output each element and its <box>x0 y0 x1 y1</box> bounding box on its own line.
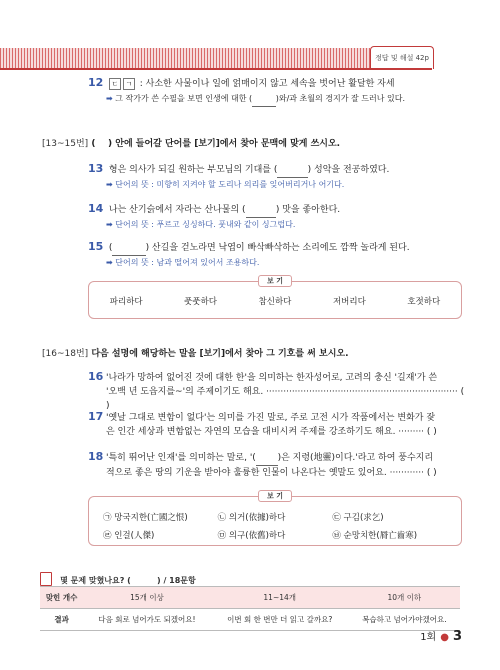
fill-blank[interactable] <box>277 163 307 178</box>
question-13 <box>88 162 488 178</box>
table-header: 15개 이상 <box>83 587 211 609</box>
check-title: 몇 문제 맞혔나요? ( <box>60 576 131 585</box>
question-16 <box>88 370 468 413</box>
fill-blank[interactable] <box>256 451 278 466</box>
question-number: 13 <box>88 162 104 175</box>
answer-paren[interactable]: ( ) <box>426 468 437 478</box>
word-bank-item: 저버리다 <box>332 297 366 307</box>
table-cell: 다음 회로 넘어가도 되겠어요! <box>83 609 211 631</box>
word-bank-item: 파리하다 <box>109 297 143 307</box>
section-instruction: 다음 설명에 해당하는 말을 [보기]에서 찾아 그 기호를 써 보시오. <box>91 349 349 359</box>
fill-blank[interactable] <box>252 92 276 107</box>
footer-label: 1회 <box>420 632 437 643</box>
score-check <box>40 568 460 588</box>
word-bank-item: 풋풋하다 <box>184 297 218 307</box>
paren-close: ) <box>107 139 113 149</box>
section-instruction: 안에 들어갈 단어를 [보기]에서 찾아 문맥에 맞게 쓰시오. <box>115 139 341 149</box>
question-15 <box>88 240 488 256</box>
arrow-icon: ➡ <box>106 94 113 103</box>
section-range: [13~15번] <box>42 139 89 149</box>
question-line: '옛날 그대로 변함이 없다'는 의미를 가진 말로, 주로 고전 시가 작품에서는 변화가 잦 <box>106 413 436 423</box>
question-text-post: ) 맛을 좋아한다. <box>275 205 341 215</box>
score-table <box>40 586 460 631</box>
choice-item: ㉤ 의구(依舊)하다 <box>217 531 286 541</box>
check-title-post: ) / 18문항 <box>157 576 196 585</box>
question-13-hint <box>106 178 344 192</box>
question-text-pre: ( <box>108 243 113 253</box>
arrow-icon: ➡ <box>106 220 113 229</box>
table-header: 맞힌 개수 <box>40 587 83 609</box>
question-text-pre: 나는 산기슭에서 자라는 산나물의 ( <box>108 205 246 215</box>
question-number: 16 <box>88 370 104 383</box>
dot-icon: ● <box>440 632 449 643</box>
question-text-pre: 형은 의사가 되길 원하는 부모님의 기대를 ( <box>108 165 278 175</box>
question-14 <box>88 202 488 218</box>
section-range: [16~18번] <box>42 349 89 359</box>
question-18 <box>88 450 468 480</box>
hint-text: 단어의 뜻 : 푸르고 싱싱하다. 풋내와 같이 싱그럽다. <box>115 220 296 229</box>
question-17 <box>88 410 468 439</box>
page-footer <box>420 628 462 644</box>
section-16-18-header <box>42 346 349 359</box>
question-line: 적으로 좋은 땅의 기운을 받아야 훌륭한 인물이 나온다는 옛말도 있어요. ············ <box>106 468 424 478</box>
word-bank-box <box>88 277 462 319</box>
score-table-header-row <box>40 587 460 609</box>
question-line: '오백 년 도읍지를~'의 주제이기도 해요. ··································································· <box>106 387 458 397</box>
question-number: 17 <box>88 410 104 423</box>
question-line: 은 인간 세상과 변함없는 자연의 모습을 대비시켜 주제를 강조하기도 해요. ········· <box>106 427 425 437</box>
score-blank[interactable] <box>131 568 157 588</box>
table-cell: 결과 <box>40 609 83 631</box>
page-number: 3 <box>452 629 462 644</box>
section-13-15-header <box>42 136 340 149</box>
table-cell: 이번 회 한 번만 더 읽고 갈까요? <box>211 609 349 631</box>
question-15-hint <box>106 256 259 270</box>
definition-text: : 사소한 사물이나 일에 얽매이지 않고 세속을 벗어난 활달한 자세 <box>139 79 395 89</box>
choice-item: ㉥ 순망치한(脣亡齒寒) <box>332 531 418 541</box>
answer-paren[interactable]: ( ) <box>426 427 437 437</box>
word-bank-title: 보 기 <box>258 275 292 287</box>
question-text-post: ) 산길을 걷노라면 낙엽이 빠삭빠삭하는 소리에도 깜짝 놀라게 된다. <box>145 243 410 253</box>
question-text-post: ) 성악을 전공하였다. <box>307 165 390 175</box>
arrow-icon: ➡ <box>106 258 113 267</box>
note-text-post: )와/과 초월의 경지가 잘 드러나 있다. <box>275 94 405 103</box>
table-cell: 복습하고 넘어가야겠어요. <box>349 609 460 631</box>
question-14-hint <box>106 218 295 232</box>
choice-item: ㉢ 구김(求乞) <box>332 513 384 523</box>
clipboard-icon <box>40 572 52 586</box>
question-line: )은 지령(地靈)이다.'라고 하여 풍수지리 <box>277 453 434 463</box>
question-number: 14 <box>88 202 104 215</box>
answer-paren[interactable]: ( ) <box>106 387 465 411</box>
hint-text: 단어의 뜻 : 남과 떨어져 있어서 조용하다. <box>115 258 260 267</box>
word-bank-item: 호젓하다 <box>407 297 441 307</box>
question-12 <box>88 76 488 91</box>
answer-box: ㄱ <box>123 78 135 90</box>
fill-blank[interactable] <box>246 203 276 218</box>
fill-blank[interactable] <box>112 241 145 256</box>
answer-reference-tab: 정답 및 해설 42p <box>370 46 434 69</box>
paren-open: ( <box>91 139 96 149</box>
hint-text: 단어의 뜻 : 미향히 지켜야 할 도리나 의리를 잊어버리거나 어기다. <box>115 180 345 189</box>
choice-item: ㉠ 망국지한(亡國之恨) <box>103 513 188 523</box>
question-number: 15 <box>88 240 104 253</box>
question-line: '나라가 망하여 없어진 것에 대한 한'을 의미하는 한자성어로, 고려의 충신 '길재'가 쓴 <box>106 373 438 383</box>
note-text-pre: 그 작가가 쓴 수필을 보면 인생에 대한 ( <box>115 94 253 103</box>
choice-item: ㉡ 의거(依據)하다 <box>217 513 286 523</box>
table-header: 10개 이하 <box>349 587 460 609</box>
arrow-icon: ➡ <box>106 180 113 189</box>
choices-box <box>88 492 462 546</box>
answer-box: ㄷ <box>109 78 121 90</box>
table-header: 11~14개 <box>211 587 349 609</box>
question-12-note <box>106 92 496 107</box>
choices-title: 보 기 <box>258 490 292 502</box>
question-number: 18 <box>88 450 104 463</box>
question-line: '특히 뛰어난 인재'를 의미하는 말로, '( <box>106 453 256 463</box>
header-stripe <box>0 48 370 68</box>
word-bank-item: 참신하다 <box>258 297 292 307</box>
choice-item: ㉣ 인걸(人傑) <box>103 531 155 541</box>
question-number: 12 <box>88 76 104 89</box>
score-table-row <box>40 609 460 631</box>
header-rule <box>0 68 432 70</box>
header-bar <box>0 0 500 70</box>
